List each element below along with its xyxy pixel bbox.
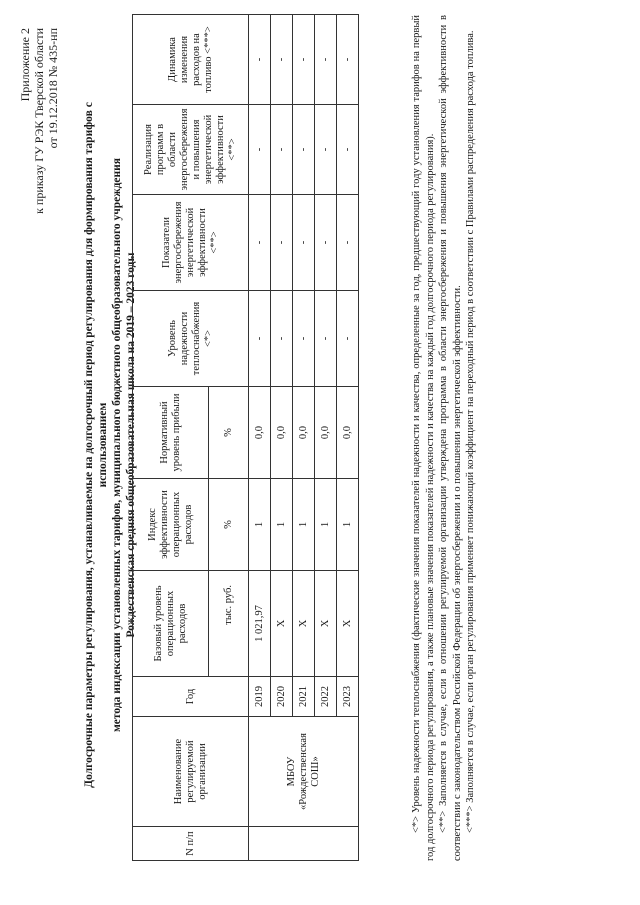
cell-index: 1 — [249, 479, 271, 571]
cell-base: Х — [337, 571, 359, 677]
cell-program: - — [249, 105, 271, 195]
cell-num — [249, 827, 359, 861]
header-profit: Нормативный уровень прибыли — [133, 387, 209, 479]
cell-program: - — [315, 105, 337, 195]
cell-reliability: - — [337, 291, 359, 387]
heading-line-2: метода индексации установленных тарифов, муниципального бюджетного общеобразовательного учреждения — [111, 157, 123, 733]
header-energy-saving: Показатели энергосбережения энергетической эффективности <**> — [133, 195, 249, 291]
cell-program: - — [337, 105, 359, 195]
header-efficiency-index: Индекс эффективности операционных расходов — [133, 479, 209, 571]
cell-index: 1 — [337, 479, 359, 571]
cell-energy: - — [249, 195, 271, 291]
header-program: Реализация программ в области энергосбережения и повышения энергетической эффективности <**> — [133, 105, 249, 195]
cell-base: Х — [315, 571, 337, 677]
heading-line-3: Рождественская средняя общеобразовательная школа на 2019 – 2023 годы — [125, 252, 137, 638]
unit-base: тыс. руб. — [209, 571, 249, 677]
appendix-block — [18, 28, 60, 214]
header-fuel-dynamics: Динамика изменения расходов на топливо <***> — [133, 15, 249, 105]
document-heading — [82, 65, 138, 825]
cell-year: 2022 — [315, 677, 337, 717]
cell-program: - — [293, 105, 315, 195]
cell-profit: 0,0 — [249, 387, 271, 479]
cell-profit: 0,0 — [271, 387, 293, 479]
header-year: Год — [133, 677, 249, 717]
cell-year: 2019 — [249, 677, 271, 717]
cell-energy: - — [315, 195, 337, 291]
cell-dynamics: - — [315, 15, 337, 105]
cell-year: 2023 — [337, 677, 359, 717]
cell-reliability: - — [315, 291, 337, 387]
cell-energy: - — [271, 195, 293, 291]
cell-energy: - — [337, 195, 359, 291]
unit-profit: % — [209, 387, 249, 479]
cell-year: 2021 — [293, 677, 315, 717]
cell-reliability: - — [271, 291, 293, 387]
unit-index: % — [209, 479, 249, 571]
cell-reliability: - — [249, 291, 271, 387]
cell-base: 1 021,97 — [249, 571, 271, 677]
cell-reliability: - — [293, 291, 315, 387]
cell-base: Х — [293, 571, 315, 677]
cell-program: - — [271, 105, 293, 195]
footnote-fuel: <***> Заполняется в случае, если орган регулирования применяет понижающий коэффициент на переходный период в соответствии с Правилами распределения расхода топлива. — [465, 30, 476, 833]
parameters-table — [132, 14, 359, 861]
header-num: N п/п — [133, 827, 249, 861]
header-organization: Наименование регулируемой организации — [133, 717, 249, 827]
appendix-order: к приказу ГУ РЭК Тверской области — [32, 28, 46, 214]
cell-organization: МБОУ «Рождественская СОШ» — [249, 717, 359, 827]
footnotes — [410, 15, 478, 861]
appendix-title: Приложение 2 — [18, 28, 32, 102]
cell-dynamics: - — [337, 15, 359, 105]
cell-dynamics: - — [249, 15, 271, 105]
cell-dynamics: - — [271, 15, 293, 105]
table-row — [249, 15, 271, 861]
cell-index: 1 — [271, 479, 293, 571]
cell-energy: - — [293, 195, 315, 291]
cell-index: 1 — [293, 479, 315, 571]
cell-profit: 0,0 — [337, 387, 359, 479]
footnote-energy-program: <**> Заполняется в случае, если в отношении регулируемой организации утверждена программа в области энергосбережения и повышения энергетической эффективности в соответствии с законодательством Российской Федерации об энергосбережении и о повышении энергетической эффективности. — [438, 15, 463, 861]
header-row — [133, 15, 209, 861]
cell-profit: 0,0 — [293, 387, 315, 479]
header-base-level: Базовый уровень операционных расходов — [133, 571, 209, 677]
cell-year: 2020 — [271, 677, 293, 717]
cell-base: Х — [271, 571, 293, 677]
heading-line-1: Долгосрочные параметры регулирования, устанавливаемые на долгосрочный период регулирования для формирования тарифов с использованием — [83, 102, 109, 788]
appendix-date: от 19.12.2018 № 435-нп — [46, 28, 60, 149]
footnote-reliability: <*> Уровень надежности теплоснабжения (фактические значения показателей надежности и качества, определенные за год, предшествующий году установления тарифов на первый год долгосрочного периода регулирования, а также плановые значения показателей надежности и качества на каждый год долгосрочного периода регулирования). — [411, 15, 436, 861]
cell-index: 1 — [315, 479, 337, 571]
header-reliability: Уровень надежности теплоснабжения <*> — [133, 291, 249, 387]
cell-dynamics: - — [293, 15, 315, 105]
cell-profit: 0,0 — [315, 387, 337, 479]
